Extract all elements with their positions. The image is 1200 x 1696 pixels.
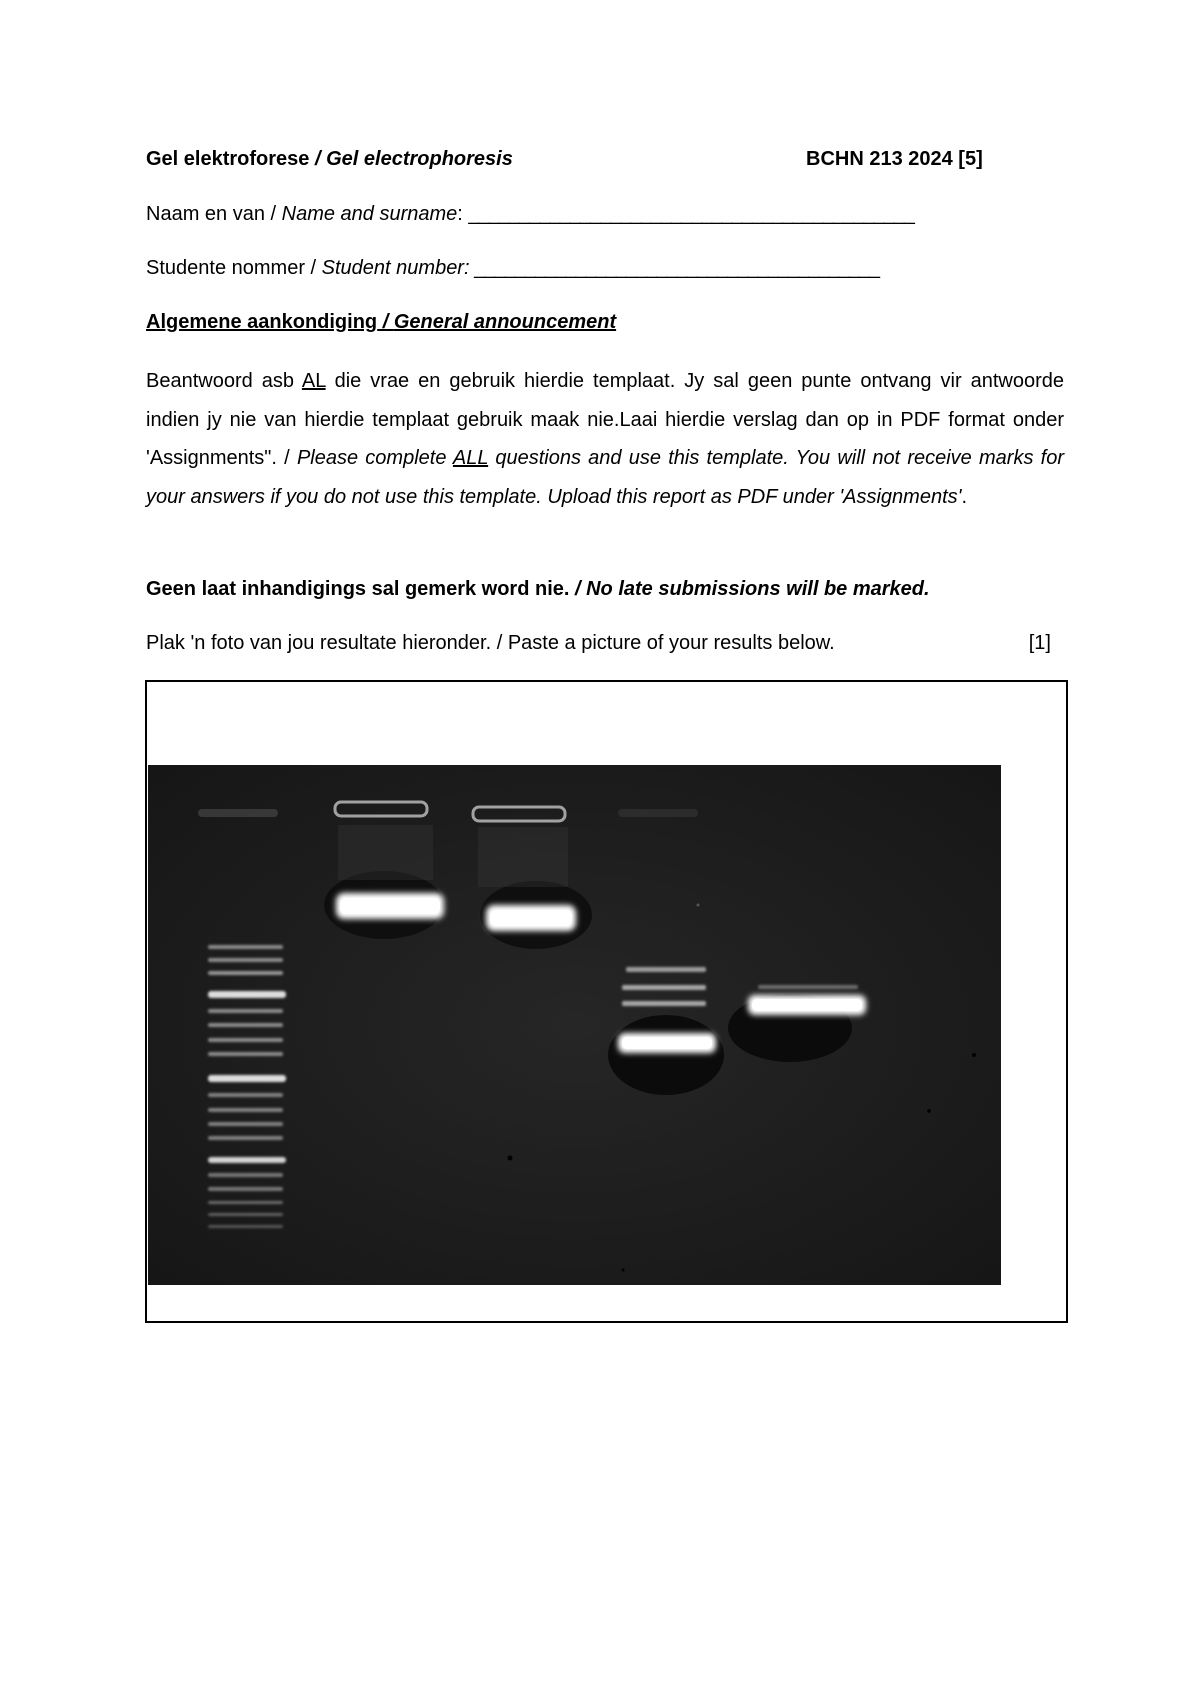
student-number-input-line[interactable]: ________________________________________ bbox=[469, 257, 880, 279]
name-label-en: Name and surname bbox=[281, 203, 458, 225]
name-field-row: Naam en van / Name and surname: ____________________________________________ bbox=[146, 203, 914, 225]
student-number-label: Studente nommer / bbox=[146, 257, 322, 279]
late-submission-notice: Geen laat inhandigings sal gemerk word nie. / No late submissions will be marked. bbox=[146, 578, 930, 600]
announcement-heading: Algemene aankondiging / General announcement bbox=[146, 311, 617, 333]
well-lane-4 bbox=[618, 809, 698, 817]
gel-photo bbox=[148, 765, 1001, 1285]
announcement-paragraph: Beantwoord asb AL die vrae en gebruik hierdie templaat. Jy sal geen punte ontvang vir antwoorde indien jy nie van hierdie templaat gebruik maak nie.Laai hierdie verslag dan op in PDF format onder 'Assignments". / Please complete ALL questions and use this template. You will not receive marks for your answers if you do not use this template. Upload this report as PDF under 'Assignments'. bbox=[146, 370, 1065, 508]
document-title: Gel elektroforese / Gel electrophoresis bbox=[146, 148, 513, 170]
name-input-line[interactable]: ____________________________________________ bbox=[468, 203, 914, 225]
student-number-row bbox=[146, 255, 879, 281]
marks-label: [1] bbox=[1028, 632, 1051, 654]
course-code: BCHN 213 2024 [5] bbox=[806, 148, 983, 170]
all-emphasis-af: AL bbox=[301, 370, 326, 392]
well-lane-1 bbox=[198, 809, 278, 817]
paste-instruction: Plak 'n foto van jou resultate hieronder. / Paste a picture of your results below. bbox=[146, 632, 835, 654]
student-number-label-en: Student number: bbox=[321, 257, 470, 279]
all-emphasis-en: ALL bbox=[452, 447, 489, 469]
name-label: Naam en van / bbox=[146, 203, 282, 225]
